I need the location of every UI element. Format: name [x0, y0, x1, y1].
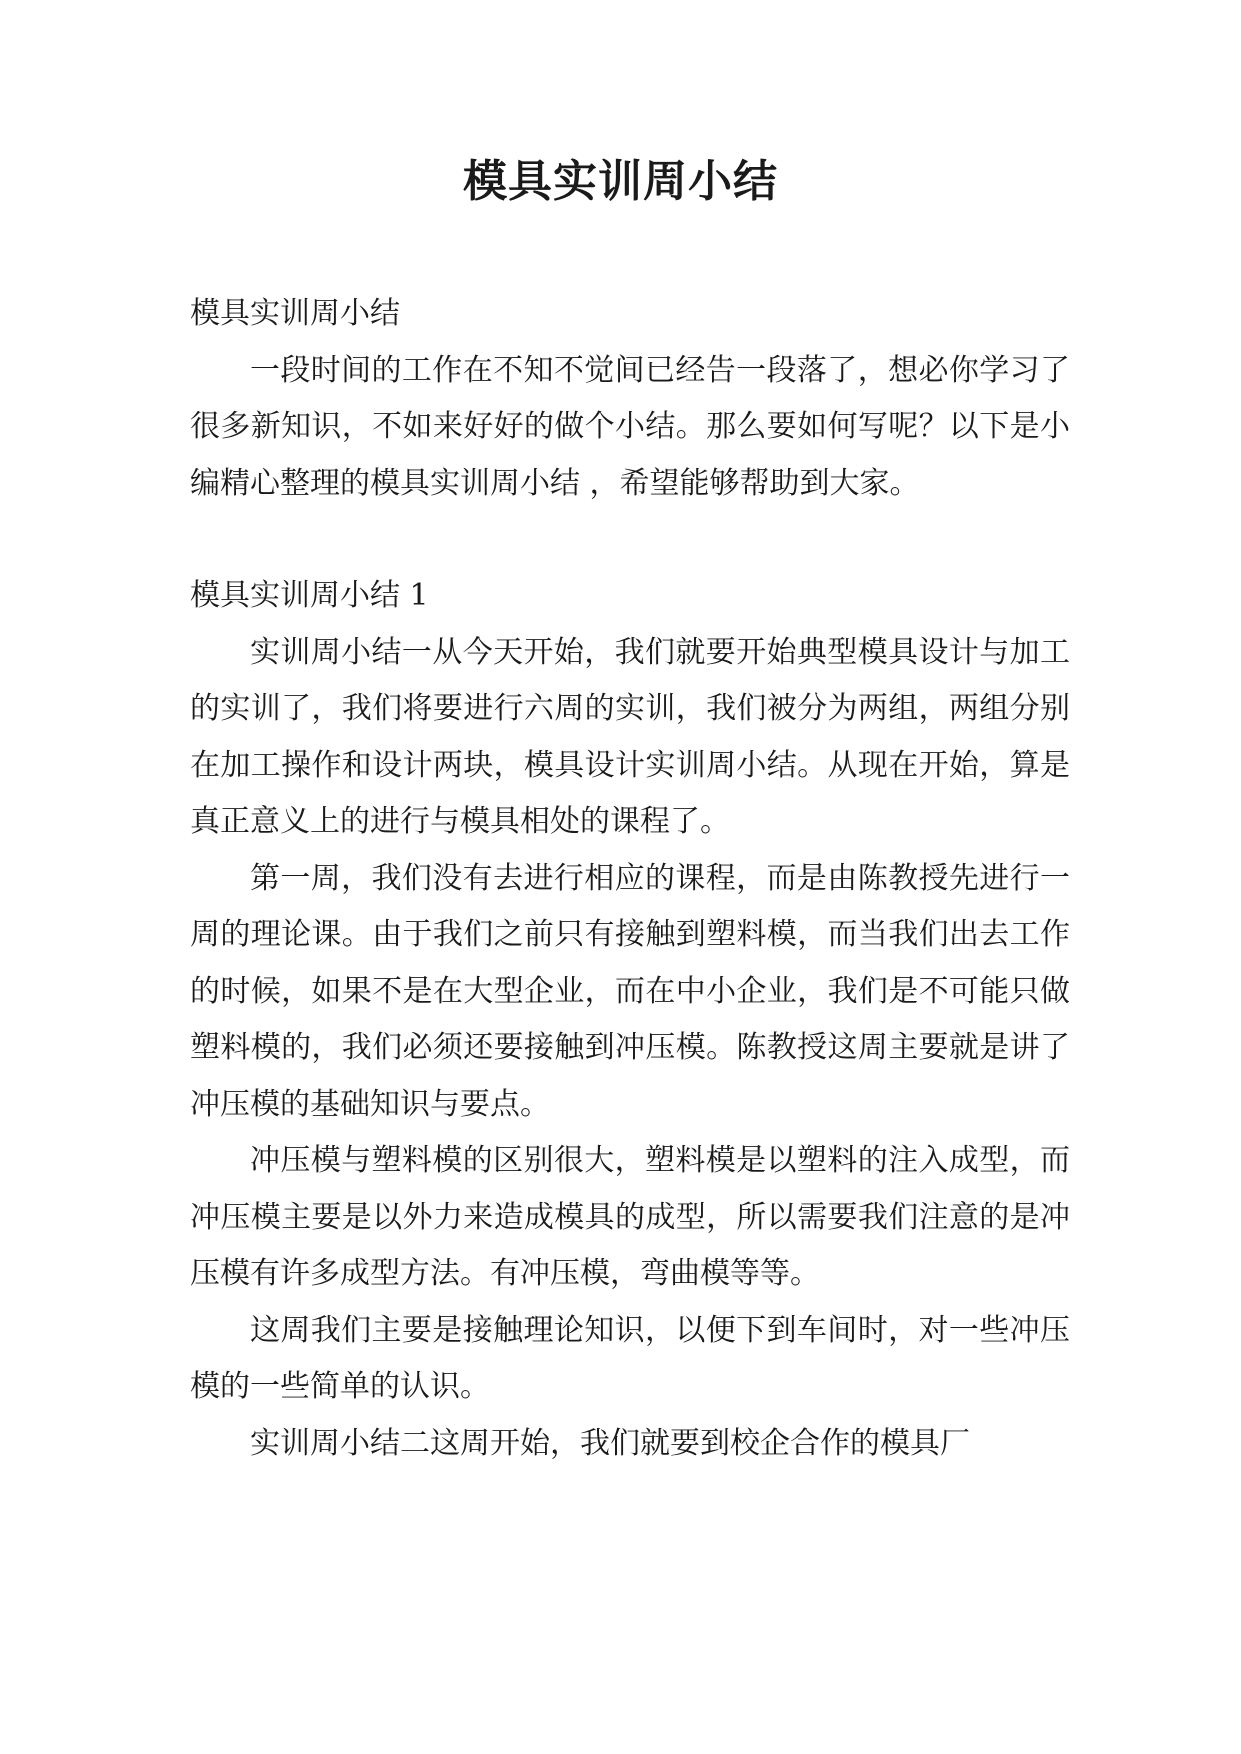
body-paragraph: 第一周，我们没有去进行相应的课程，而是由陈教授先进行一周的理论课。由于我们之前只有接触到塑料模，而当我们出去工作的时候，如果不是在大型企业，而在中小企业，我们是不可能只做塑料模的，我们必须还要接触到冲压模。陈教授这周主要就是讲了冲压模的基础知识与要点。 — [190, 860, 1070, 1122]
body-paragraph: 这周我们主要是接触理论知识，以便下到车间时，对一些冲压模的一些简单的认识。 — [190, 1312, 1070, 1404]
intro-paragraph: 一段时间的工作在不知不觉间已经告一段落了，想必你学习了很多新知识，不如来好好的做个小结。那么要如何写呢？以下是小编精心整理的模具实训周小结 ，希望能够帮助到大家。 — [190, 352, 1070, 501]
document-title: 模具实训周小结 — [463, 156, 778, 207]
body-paragraph: 冲压模与塑料模的区别很大，塑料模是以塑料的注入成型，而冲压模主要是以外力来造成模具的成型，所以需要我们注意的是冲压模有许多成型方法。有冲压模，弯曲模等等。 — [190, 1143, 1070, 1291]
intro-heading: 模具实训周小结 — [190, 296, 400, 331]
document-body — [190, 286, 1070, 1472]
section-spacer — [190, 512, 1070, 568]
body-paragraph: 实训周小结二这周开始，我们就要到校企合作的模具厂 — [250, 1425, 970, 1461]
section-heading: 模具实训周小结 1 — [190, 578, 429, 613]
body-paragraph: 实训周小结一从今天开始，我们就要开始典型模具设计与加工的实训了，我们将要进行六周的实训，我们被分为两组，两组分别在加工操作和设计两块，模具设计实训周小结。从现在开始，算是真正意义上的进行与模具相处的课程了。 — [190, 634, 1070, 839]
